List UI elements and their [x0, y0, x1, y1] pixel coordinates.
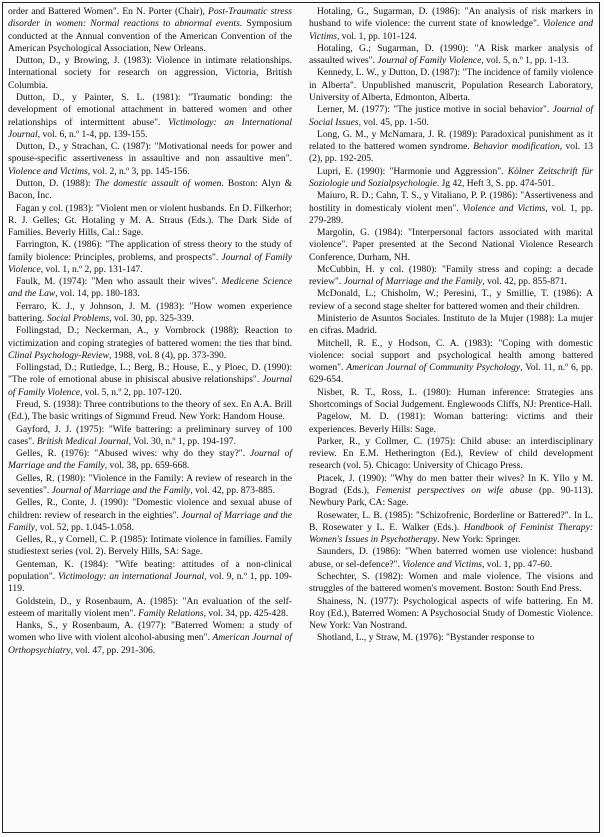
reference-text: Schechter, S. (1982): Women and male violence. The visions and struggles of the battered women's movement. Boston: South End Press. [309, 570, 593, 595]
reference-entry [8, 448, 292, 473]
reference-entry [309, 436, 593, 473]
reference-entry [8, 497, 292, 534]
reference-entry [309, 129, 593, 166]
reference-italic-title: British Medical Journal [36, 435, 129, 447]
reference-text: , vol. 5, n.º 2, pp. 107-120. [79, 386, 182, 398]
reference-text: Nisbet, R. T., Ross, L. (1980): Human inference: Strategies ans Shortcomings of Social Judgement. Englewoods Cliffs, NJ: Prentice-Hall. [309, 386, 593, 410]
reference-text: . New York: Springer. [437, 534, 521, 546]
reference-entry [8, 301, 292, 326]
reference-text: Gelles, R., y Cornell, C. P. (1985): Intimate violence in families. Family studiestext series (vol. 2). Bervely Hills, SA: Sage. [8, 534, 292, 558]
reference-entry [8, 178, 292, 203]
reference-text: Lupri, E. (1990): "Harmonie und Aggression". [317, 165, 508, 177]
reference-text: Goldstein, D., y Rosenbaum, A. (1985): "An evaluation of the self-esteem of maritally violent men". [8, 595, 292, 619]
reference-entry [8, 325, 292, 362]
reference-text: McCubbin, H. y col. (1980): "Family stress and coping: a decade review". [309, 263, 593, 288]
reference-text: , vol. 34, pp. 425-428. [203, 607, 289, 619]
reference-text: Farrington, K. (1986): "The application of stress theory to the study of family biolence: Principles, problems, and prospects". [8, 239, 292, 263]
reference-italic-title: Clinal Psychology-Review [8, 349, 110, 361]
reference-text: Pagelow, M. D. (1981): Woman battering: victims and their experiences. Beverly Hills: Sage. [309, 411, 593, 435]
reference-entry [309, 313, 593, 338]
reference-text: Gelles, R., Conte, J. (1990): "Domestic violence and sexual abuse of children: review of research in the eighties". [8, 497, 292, 521]
reference-entry [309, 387, 593, 412]
reference-entry [8, 399, 292, 424]
reference-entry [8, 473, 292, 498]
reference-text: , vol. 45, pp. 1-50. [358, 116, 429, 128]
reference-entry [8, 362, 292, 399]
reference-text: (pp. 90-113). Newbury Park, CA: Sage. [309, 484, 593, 509]
reference-italic-title: Family Relations [138, 607, 204, 619]
reference-entry [8, 141, 292, 178]
reference-entry [309, 546, 593, 571]
reference-text: , vol. 14, pp. 180-183. [55, 288, 140, 300]
reference-entry [309, 473, 593, 510]
reference-italic-title: Violence and Victims [462, 202, 546, 214]
reference-entry [309, 43, 593, 68]
reference-text: Faulk, M. (1974): "Men who assault their wives". [16, 276, 222, 288]
reference-italic-title: Journal of Family Violence [8, 251, 292, 275]
reference-italic-title: Journal of Marriage and the Family [8, 509, 292, 533]
reference-text: , Vol. 11, n.º 6, pp. 629-654. [309, 362, 594, 386]
reference-text: Hotaling, G.; Sugarman, D. (1990): "A Risk marker analysis of assaulted wives". [309, 42, 593, 67]
reference-text: Margolin, G. (1984): "Interpersonal factors associated with marital violence". Paper presented at the Second National Violence Research Conference, Durham, NH. [309, 227, 593, 263]
reference-text: , vol. 9, n.º 1, pp. 109-119. [8, 570, 292, 595]
reference-entry [8, 6, 292, 55]
reference-italic-title: Journal of Marriage and the Family [8, 448, 293, 472]
reference-text: , 1988, vol. 8 (4), pp. 373-390. [109, 349, 227, 361]
reference-italic-title: Handbook of Feminist Therapy: Women's Issues in Psychotherapy [309, 521, 593, 546]
reference-text: , Vol. 30, n.º 1, pp. 194-197. [128, 435, 236, 447]
reference-entry [8, 424, 292, 449]
reference-entry [8, 92, 292, 141]
reference-column-right [309, 6, 593, 645]
reference-entry [8, 596, 292, 621]
reference-text: Fagan y col. (1983): "Violent men or violent husbands. En D. Filkerhor; R. J. Gelles; Gt. Hotaling y M. A. Straus (Eds.). The Dark Side of Families. Beverly Hills, Cal.: Sage. [8, 202, 292, 239]
reference-text: , vol. 47, pp. 291-306. [70, 644, 156, 656]
reference-text: , vol. 1, pp. 279-289. [309, 202, 593, 226]
reference-italic-title: Violence and Victims [8, 165, 88, 177]
reference-text: Gelles, R. (1980): "Violence in the Family: A review of research in the seventies". [8, 472, 292, 496]
reference-text: , vol. 52, pp. 1.045-1.058. [35, 521, 134, 533]
reference-entry [309, 264, 593, 289]
reference-text: Rosewater, L. B. (1985): "Schizofrenic, Borderline or Battered?". In L. B. Rosewater y L. E. Walker (Eds.). [309, 509, 593, 533]
reference-text: Dutton, D., y Painter, S. L. (1981): "Traumatic bonding: the development of emotional attachment in battered women and other relationships of intermittent abuse". [8, 91, 292, 128]
reference-text: Ministerio de Asuntos Sociales. Instituto de la Mujer (1988): La mujer en cifras. Madrid. [309, 313, 593, 337]
reference-text: Dutton, D., y Browing, J. (1983): Violence in intimate relationships. International society for research on aggression, Victoria, British Columbia. [8, 55, 292, 91]
reference-italic-title: Behavior modification [473, 141, 560, 153]
reference-text: . Symposium conducted at the Annual convention of the American Convention of the American Psychological Association, New Orleans. [8, 18, 293, 54]
reference-text: , vol. 42, pp. 873-885. [190, 484, 275, 496]
reference-entry [309, 571, 593, 596]
reference-italic-title: Journal of Marriage and the Family [343, 276, 483, 288]
reference-italic-title: Kölner Zeitschrift für Soziologie und Sozialpsychologie [309, 165, 593, 189]
reference-entry [8, 276, 292, 301]
reference-italic-title: Journal of Marriage and the Family [51, 484, 191, 496]
reference-text: Saunders, D. (1986): "When baterred women use violence: husband abuse, or sel-defence?". [309, 546, 593, 570]
reference-italic-title: American Journal of Orthopsychiatry [8, 632, 292, 656]
reference-text: . Boston: Alyn & Bacon, Inc. [8, 177, 292, 202]
reference-text: Long, G. M., y McNamara, J. R. (1989): Paradoxical punishment as it related to the battered women syndrome. [309, 128, 593, 153]
reference-italic-title: Social Problems [46, 313, 110, 325]
reference-entry [8, 620, 292, 657]
reference-text: Hanks, S., y Rosenbaum, A. (1977): "Baterred Women: a study of women who live with violent alcohol-abusing men". [8, 620, 292, 644]
reference-text: Shainess, N. (1977): Psychological aspects of wife battering. En M. Roy (Ed.), Baterred Women: A Psychosocial Study of Domestic Violence. New York: Van Nostrand. [309, 595, 593, 632]
reference-text: Ptacek, J. (1990): "Why do men batter their wives? In K. Yllo y M. Bograd (Eds.), [309, 472, 593, 496]
reference-italic-title: Medicene Science and the Law [8, 276, 292, 300]
reference-italic-title: The domestic assault of women [94, 177, 222, 189]
reference-text: Dutton, D., y Strachan, C. (1987): "Motivational needs for power and spouse-specific assertiveness in assaultive and non assaultive men". [8, 141, 292, 165]
reference-text: Ferraro, K. J., y Johnson, J. M. (1983): "How women experience battering. [8, 300, 292, 325]
reference-text: . Jg 42, Heft 3, S. pp. 474-501. [436, 177, 555, 189]
reference-text: Lerner, M. (1977): "The justice motive in social behavior". [317, 104, 553, 116]
reference-text: , vol. 1, pp. 101-124. [336, 30, 417, 42]
reference-text: Gayford, J. J. (1975): "Wife battering: a preliminary survey of 100 cases". [8, 423, 292, 447]
reference-text: Gelles, R. (1976): "Abused wives: why do they stay?". [16, 448, 250, 460]
reference-entry [8, 55, 292, 92]
reference-text: Mitchell, R. E., y Hodson, C. A. (1983): "Coping with domestic violence: social support and psychological health among battered women". [309, 337, 593, 374]
reference-italic-title: Victimology: an international Journal [57, 570, 205, 582]
reference-italic-title: American Journal of Community Psychology [346, 362, 521, 374]
reference-text: Shotland, L., y Straw, M. (1976): "Bystander response to [317, 632, 535, 644]
reference-text: order and Battered Women". En N. Porter (Chair), [8, 6, 209, 17]
reference-text: Freud, S. (1938): Three contributions to the theory of sex. En A.A. Brill (Ed.), The basic writings of Sigmund Freud. New York: Handom House. [8, 399, 292, 423]
reference-italic-title: Femenist perspectives on wife abuse [375, 484, 533, 496]
reference-column-left [8, 6, 292, 657]
reference-entry [8, 239, 292, 276]
reference-text: , vol. 6, n.º 1-4, pp. 139-155. [37, 128, 148, 140]
reference-text: , vol. 13 (2), pp. 192-205. [309, 141, 593, 165]
reference-entry [309, 632, 593, 644]
reference-text: Follingstad, D.; Rutledge, L.; Berg, B.; House, E., y Ploec, D. (1990): "The role of emotional abuse in phisiscal abusive relationships". [8, 362, 292, 386]
reference-entry [309, 67, 593, 104]
reference-text: , vol. 38, pp. 659-668. [104, 460, 190, 472]
reference-text: Follingstad, D.; Neckerman, A., y Vornbrock (1988): Reaction to victimization and coping strategies of battered women: the ties that bind. [8, 325, 292, 349]
reference-text: , vol. 1, n.º 2, pp. 131-147. [40, 263, 143, 275]
reference-entry [8, 534, 292, 559]
reference-italic-title: Victimology: an International Journal [8, 116, 292, 140]
reference-text: Maiuro, R. D.; Cahn, T. S., y Vitaliano, P. P. (1986): "Assertiveness and hostility in domesticaly violent men". [309, 190, 593, 214]
reference-entry [309, 190, 593, 227]
reference-italic-title: Journal of Family Violence [377, 55, 482, 67]
reference-text: Parker, R., y Collmer, C. (1975): Child abuse: an interdisciplinary review. En E.M. Hetherington (Ed.), Review of child development research (vol. 5). Chicago: University of Chicago Press. [309, 435, 593, 472]
reference-text: Genteman, K. (1984): "Wife beating: attitudes of a non-clinical population". [8, 558, 292, 582]
reference-text: , vol. 42, pp. 855-871. [482, 276, 567, 288]
reference-entry [309, 288, 593, 313]
reference-text: , vol. 2, n.º 3, pp. 145-156. [87, 165, 190, 177]
reference-text: , vol. 30, pp. 325-339. [109, 313, 194, 325]
reference-entry [8, 559, 292, 596]
reference-italic-title: Journal of Social Issues [309, 104, 593, 128]
reference-entry [309, 510, 593, 547]
reference-entry [309, 227, 593, 264]
reference-text: , vol. 1, pp. 47-60. [481, 558, 553, 570]
reference-italic-title: Journal of Family Violence [8, 374, 292, 398]
reference-text: Hotaling, G., Sugarman, D. (1986): "An analysis of risk markers in husband to wife violence: the current state of knowledge". [309, 6, 593, 30]
reference-text: , vol. 5, n.º 1, pp. 1-13. [481, 55, 569, 67]
reference-entry [8, 203, 292, 240]
reference-italic-title: Violence and Victims [402, 558, 482, 570]
reference-text: Kennedy, L. W., y Dutton, D. (1987): "The incidence of family violence in Alberta". Unpublished manuscrit, Population Research Laboratory, University of Alberta, Edmonton, Alberta. [309, 67, 593, 103]
reference-entry [309, 104, 593, 129]
reference-entry [309, 6, 593, 43]
reference-text: Dutton, D. (1988): [16, 177, 95, 189]
reference-entry [309, 411, 593, 436]
reference-entry [309, 338, 593, 387]
reference-italic-title: Violence and Victims [309, 18, 593, 42]
reference-entry [309, 596, 593, 633]
reference-italic-title: Post-Traumatic stress disorder in women: Normal reactions to abnormal events [8, 6, 292, 30]
reference-entry [309, 166, 593, 191]
reference-text: McDonald, L.; Chisholm, W.; Peresini, T., y Smillie, T. (1986): A review of a second stage shelter for battered women and their children. [309, 288, 593, 312]
